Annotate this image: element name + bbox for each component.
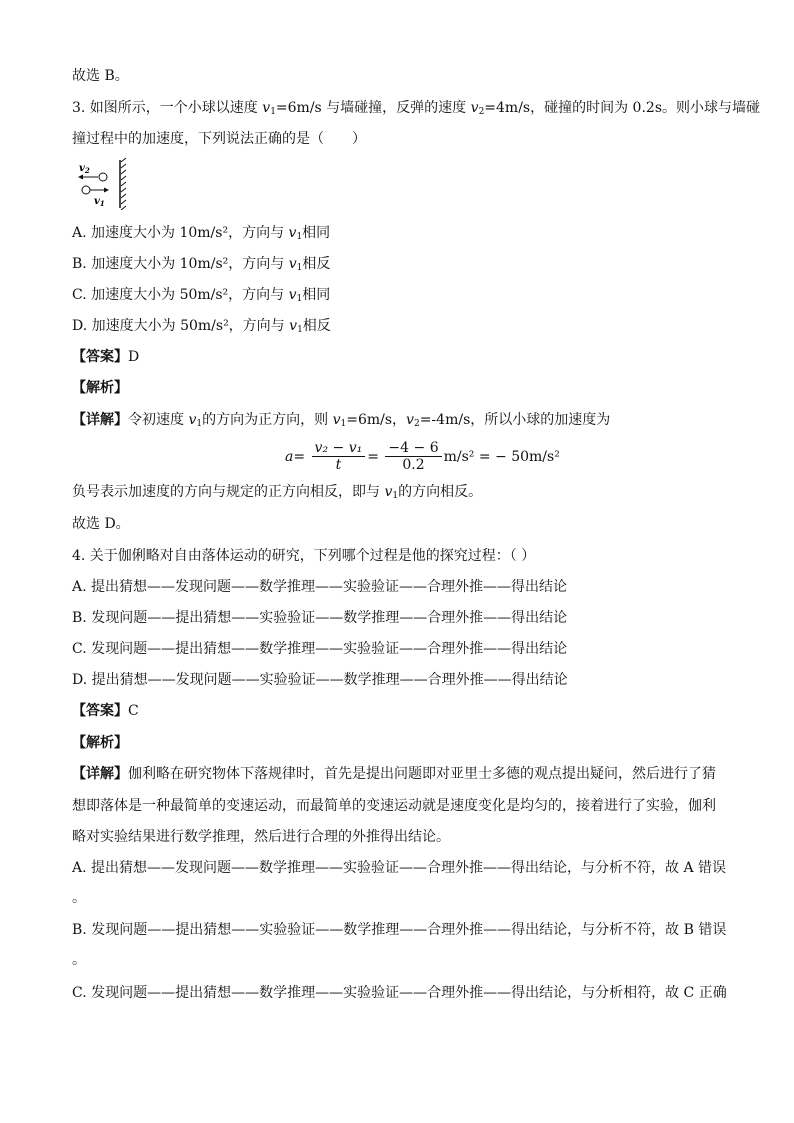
q4-analysis-a: A. 提出猜想——发现问题——数学推理——实验验证——合理外推——得出结论，与分析不符，故 A 错误 (72, 860, 727, 876)
acceleration-formula: a= $\frac{\text{v₂ − v₁}}{t}$ = $\frac{-4 - 6}{0.2}$ m/s² = − 50m/s² (285, 440, 560, 473)
answer-4: 【答案】C (72, 703, 139, 719)
q4-analysis-b-dot: 。 (72, 952, 86, 968)
q4-option-d: D. 提出猜想——发现问题——实验验证——数学推理——合理外推——得出结论 (72, 672, 568, 688)
question-4-stem: 4. 关于伽俐略对自由落体运动的研究，下列哪个过程是他的探究过程：（ ） (72, 548, 536, 564)
q4-option-a: A. 提出猜想——发现问题——数学推理——实验验证——合理外推——得出结论 (72, 579, 568, 595)
option-b: B. 加速度大小为 10m/s²，方向与 $v_1$相反 (72, 256, 331, 273)
wall-hatching (121, 158, 126, 210)
q4-analysis-a-dot: 。 (72, 890, 86, 906)
option-c: C. 加速度大小为 50m/s²，方向与 $v_1$相同 (72, 287, 331, 304)
detail-3: 【详解】令初速度 $v_1$的方向为正方向，则 $v_1=6m/s$，$v_2=-4m/s$，所以小球的加速度为 (72, 412, 611, 429)
v1-arrowhead (104, 188, 109, 193)
analysis-label: 【解析】 (72, 735, 128, 751)
ball-incoming (82, 186, 90, 194)
detail-4-line-3: 略对实验结果进行数学推理，然后进行合理的外推得出结论。 (72, 829, 450, 845)
option-d: D. 加速度大小为 50m/s²，方向与 $v_1$相反 (72, 318, 331, 335)
analysis-label: 【解析】 (72, 380, 128, 396)
text-line: 故选 B。 (72, 68, 129, 84)
text-line: 故选 D。 (72, 516, 130, 532)
q4-analysis-c: C. 发现问题——提出猜想——数学推理——实验验证——合理外推——得出结论，与分析相符，故 C 正确 (72, 985, 727, 1001)
v2-arrowhead (78, 175, 83, 180)
ball-rebound (99, 173, 107, 181)
detail-4-line-1: 【详解】伽利略在研究物体下落规律时，首先是提出问题即对亚里士多德的观点提出疑问，然后进行了猜 (72, 766, 716, 782)
option-a: A. 加速度大小为 10m/s²，方向与 $v_1$相同 (72, 225, 331, 242)
q4-option-c: C. 发现问题——提出猜想——数学推理——实验验证——合理外推——得出结论 (72, 641, 568, 657)
v2-label: $v_2$ (79, 163, 90, 175)
q4-option-b: B. 发现问题——提出猜想——实验验证——数学推理——合理外推——得出结论 (72, 610, 568, 626)
detail-4-line-2: 想即落体是一种最简单的变速运动，而最简单的变速运动就是速度变化是均匀的，接着进行了实验，伽利 (72, 798, 716, 814)
question-3-stem: 3. 如图所示，一个小球以速度 $v_1=6m/s$ 与墙碰撞，反弹的速度 $v_2=4m/s$，碰撞的时间为 0.2s。则小球与墙碰 (72, 100, 761, 117)
answer-3: 【答案】D (72, 349, 140, 365)
sign-explanation: 负号表示加速度的方向与规定的正方向相反，即与 $v_1$的方向相反。 (72, 484, 483, 501)
v1-label: $v_1$ (94, 196, 105, 208)
ball-wall-diagram (78, 158, 130, 210)
question-3-stem-cont: 撞过程中的加速度，下列说法正确的是（ ） (72, 131, 366, 147)
q4-analysis-b: B. 发现问题——提出猜想——实验验证——数学推理——合理外推——得出结论，与分析不符，故 B 错误 (72, 922, 727, 938)
